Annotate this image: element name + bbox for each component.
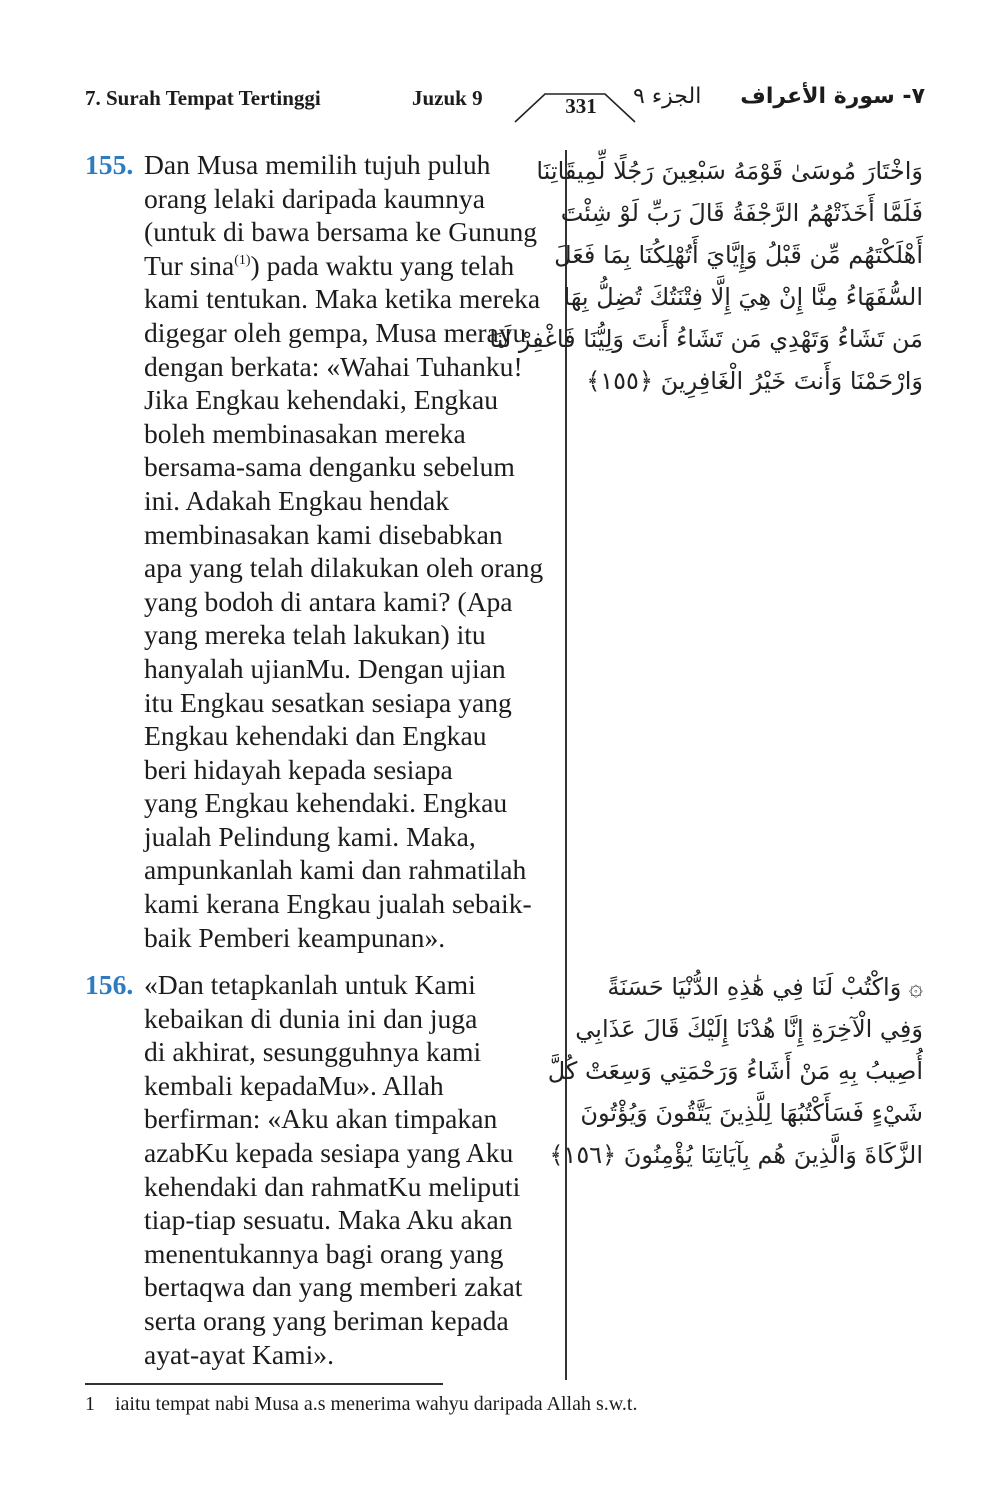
translation-line: boleh membinasakan mereka [144, 417, 466, 449]
translation-line: yang Engkau kehendaki. Engkau [144, 787, 508, 819]
translation-line: menentukannya bagi orang yang [144, 1237, 504, 1269]
verse-translation [144, 968, 555, 1371]
arabic-line: أَهْلَكْتَهُم مِّن قَبْلُ وَإِيَّايَ أَتُهْلِكُنَا بِمَا فَعَلَ [554, 241, 923, 269]
footnote [85, 1393, 637, 1416]
footnote-separator [85, 1383, 443, 1385]
translation-line: serta orang yang beriman kepada [144, 1304, 509, 1336]
page-header [85, 86, 925, 126]
translation-line: yang bodoh di antara kami? (Apa [144, 585, 513, 617]
verse-156 [85, 968, 555, 1371]
translation-line: dengan berkata: «Wahai Tuhanku! [144, 350, 523, 382]
arabic-line: شَيْءٍ فَسَأَكْتُبُهَا لِلَّذِينَ يَتَّقُونَ وَيُؤْتُونَ [580, 1099, 923, 1127]
translation-line: yang mereka telah lakukan) itu [144, 619, 486, 651]
arabic-line: وَارْحَمْنَا وَأَنتَ خَيْرُ الْغَافِرِينَ ﴿١٥٥﴾ [586, 367, 923, 395]
translation-line: kami kerana Engkau jualah sebaik- [144, 888, 532, 920]
translation-line: jualah Pelindung kami. Maka, [144, 820, 476, 852]
translation-line: (untuk di bawa bersama ke Gunung [144, 216, 538, 248]
translation-line-with-footnote [144, 249, 555, 283]
translation-line: bersama-sama denganku sebelum [144, 451, 515, 483]
arabic-line: السُّفَهَاءُ مِنَّا إِنْ هِيَ إِلَّا فِتْنَتُكَ تُضِلُّ بِهَا [563, 283, 923, 311]
juz-label: Juzuk 9 [412, 86, 483, 110]
arabic-line: وَفِي الْآخِرَةِ إِنَّا هُدْنَا إِلَيْكَ قَالَ عَذَابِي [575, 1015, 923, 1043]
juz-arabic: الجزء ٩ [633, 84, 702, 109]
arabic-line: فَلَمَّا أَخَذَتْهُمُ الرَّجْفَةُ قَالَ رَبِّ لَوْ شِئْتَ [560, 199, 923, 227]
surah-title: 7. Surah Tempat Tertinggi [85, 86, 321, 110]
translation-line: kembali kepadaMu». Allah [144, 1069, 444, 1101]
verse-156-arabic [547, 966, 923, 1176]
translation-line: Engkau kehendaki dan Engkau [144, 720, 487, 752]
translation-line: beri hidayah kepada sesiapa [144, 753, 453, 785]
translation-line-start: Tur sina [144, 249, 235, 281]
translation-line: ini. Adakah Engkau hendak [144, 484, 449, 516]
translation-line: bertaqwa dan yang memberi zakat [144, 1271, 523, 1303]
translation-line: ampunkanlah kami dan rahmatilah [144, 854, 527, 886]
translation-line: tiap-tiap sesuatu. Maka Aku akan [144, 1204, 513, 1236]
surah-title-arabic: ٧- سورة الأعراف [740, 84, 925, 109]
translation-line: Dan Musa memilih tujuh puluh [144, 149, 491, 180]
translation-line-end: ) pada waktu yang telah [250, 249, 515, 281]
arabic-line: مَن تَشَاءُ وَتَهْدِي مَن تَشَاءُ أَنتَ وَلِيُّنَا فَاغْفِرْ لَنَا [489, 325, 923, 353]
footnote-reference[interactable]: (1) [234, 252, 251, 268]
translation-line: membinasakan kami disebabkan [144, 518, 503, 550]
translation-line: di akhirat, sesungguhnya kami [144, 1036, 482, 1068]
translation-line: Jika Engkau kehendaki, Engkau [144, 384, 499, 416]
translation-line: azabKu kepada sesiapa yang Aku [144, 1136, 514, 1168]
page-number: 331 [565, 94, 597, 118]
translation-line: itu Engkau sesatkan sesiapa yang [144, 686, 512, 718]
arabic-line: وَاخْتَارَ مُوسَىٰ قَوْمَهُ سَبْعِينَ رَجُلًا لِّمِيقَاتِنَا [536, 157, 923, 185]
verse-translation [144, 148, 555, 954]
arabic-line: الزَّكَاةَ وَالَّذِينَ هُم بِآيَاتِنَا يُؤْمِنُونَ ﴿١٥٦﴾ [549, 1141, 923, 1169]
footnote-number: 1 [85, 1393, 95, 1415]
translation-line: ayat-ayat Kami». [144, 1338, 335, 1370]
translation-line: baik Pemberi keampunan». [144, 921, 446, 953]
arabic-line: ۞ وَاكْتُبْ لَنَا فِي هَٰذِهِ الدُّنْيَا حَسَنَةً [607, 973, 923, 1001]
translation-line: kehendaki dan rahmatKu meliputi [144, 1170, 521, 1202]
verse-155 [85, 148, 555, 954]
translation-line: orang lelaki daripada kaumnya [144, 182, 485, 214]
translation-line: hanyalah ujianMu. Dengan ujian [144, 652, 506, 684]
verse-155-arabic [489, 150, 923, 402]
translation-line: kebaikan di dunia ini dan juga [144, 1002, 478, 1034]
translation-line: apa yang telah dilakukan oleh orang [144, 552, 544, 584]
translation-line: «Dan tetapkanlah untuk Kami [144, 969, 476, 1000]
translation-line: kami tentukan. Maka ketika mereka [144, 283, 541, 315]
arabic-line: أُصِيبُ بِهِ مَنْ أَشَاءُ وَرَحْمَتِي وَسِعَتْ كُلَّ [547, 1057, 923, 1085]
translation-line: berfirman: «Aku akan timpakan [144, 1103, 498, 1135]
verse-number: 155. [85, 149, 134, 180]
verse-number: 156. [85, 969, 134, 1000]
translation-line: digegar oleh gempa, Musa merayu [144, 316, 527, 348]
footnote-text: iaitu tempat nabi Musa a.s menerima wahyu daripada Allah s.w.t. [115, 1393, 638, 1415]
